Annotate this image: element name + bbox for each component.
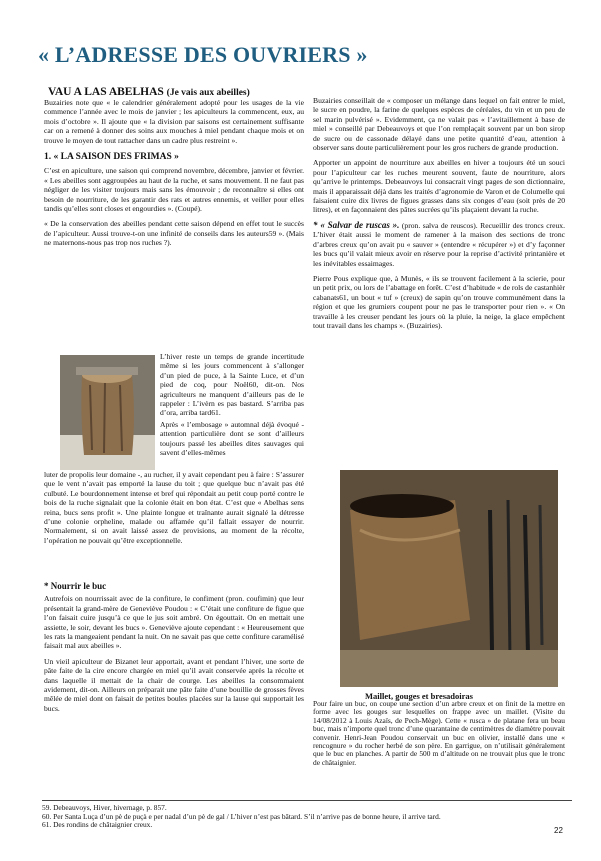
hollow-log-hive-photo xyxy=(60,355,155,470)
footnote-61: 61. Des rondins de châtaignier creux. xyxy=(42,820,153,830)
right-column xyxy=(313,96,565,336)
heading-nourrir-buc: * Nourrir le buc xyxy=(44,581,107,591)
left-column xyxy=(44,98,304,254)
page-number: 22 xyxy=(554,826,563,835)
footnote-59: 59. Debeauvoys, Hiver, hivernage, p. 857. xyxy=(42,803,167,812)
nourrir-section xyxy=(44,582,304,713)
ruscas-text: (pron. salva de reuscos). Recueillir des troncs creux. L’hiver était aussi le moment de ramener à la maison des sections de tronc d’arbres creux qu’on avait pu « sauver » (entendre « récupérer ») et d’y façonner les bucs qu’il valait mieux avoir en réserve pour la reprise d’activité printanière et les inévitables essaimages. xyxy=(313,220,565,268)
nourrir-paragraph-2: Un vieil apiculteur de Bizanet leur apportait, avant et pendant l’hiver, une sorte de pâte faite de la cire encore chargée en miel qu’il avait conservée après la récolte et dans laquelle il mettait de la chair de courge. Les abeilles la consommaient avidement, dit-on. Ailleurs on préparait une pâte faite d’une bouillie de grosses fèves mêlée de miel dont on faisait de petites boules placées sur la lause qui supportait les bucs. xyxy=(44,656,304,713)
footnotes xyxy=(42,800,572,830)
frimas-paragraph-2: « De la conservation des abeilles pendant cette saison dépend en effet tout le succès de l’apiculteur. Aussi trouve-t-on une infinité de conseils dans les auteurs59 ». (Mais ne maternons-nous pas trop nos ruches ?). xyxy=(44,219,304,248)
right-paragraph-4: Pierre Pous explique que, à Munès, « ils se trouvent facilement à la scierie, pour un petit prix, ou lors de l’abattage en forêt. C’est d’habitude « de rols de castanhièr cabanats61, un bout « tuf » (creux) de sapin qu’on trouve communément dans la région et que les grumiers coupent pour ne pas le transporter pour rien ». « On travaille à les creuser pendant les jours où la pluie, la neige, la glace empêchent tout travail dans les champs ». (Buzairies). xyxy=(313,273,565,330)
embosage-text: Après « l’embosage » automnal déjà évoqué - attention particulière dont se sont d’ailleurs toujours passé les abeilles dites sauvages qui savent d’elles-mêmes xyxy=(160,420,304,458)
frimas-paragraph-1: C’est en apiculture, une saison qui comprend novembre, décembre, janvier et février. « Les abeilles sont aggroupées au haut de la ruche, et sans mouvement. Il ne faut pas négliger de les visiter toujours mais sans les émouvoir ; de reconnaître si elles ont besoin de nourriture, de les garantir des rats et autres ennemis, et veiller pour elles tandis qu’elles sont closes et engourdies ». (Coupé). xyxy=(44,166,304,214)
subtitle-main: VAU A LAS ABELHAS xyxy=(48,86,164,98)
ruscas-paragraph xyxy=(313,221,565,268)
heading-salvar-ruscas: * « Salvar de ruscas ». xyxy=(313,219,400,230)
photo-caption: Pour faire un buc, on coupe une section d’un arbre creux et on finit de la mettre en forme avec les gouges sur lesquelles on frappe avec un maillet. (Visite du 14/08/2012 à Louis Azaïs, de Pech-Mège). Cette « rusca » de platane fera un beau buc, mais n’importe quel tronc d’une quarantaine de centimètres de diamètre pouvait convenir. Henri-Jean Poudou conservait un buc en olivier, installé dans une « rencognure » du rocher herbé de son père. En garrigue, on n’utilisait généralement que le buc en planches. A partir de 500 m d’altitude on ne trouvait plus que le tronc de châtaignier. xyxy=(313,699,565,767)
page-title: « L’ADRESSE DES OUVRIERS » xyxy=(38,42,368,67)
subtitle-translation: (Je vais aux abeilles) xyxy=(166,88,250,98)
right-paragraph-2: Apporter un appoint de nourriture aux abeilles en hiver a toujours été un souci pour l’apiculteur car les ruches meurent souvent, faute de nourriture, alors qu’arrive le printemps. Debeauvoys lui consacrait vingt pages de son dictionnaire, mais il apparaissait déjà dans les traités d’agronomie de Varon et de Columelle qui faisaient cuire dix livres de figues grasses dans six conges d’eau (soit près de 20 litres), et en façonnaient des pâtes sucrées qu’ils plaçaient devant la ruche. xyxy=(313,158,565,215)
section-subtitle xyxy=(48,86,250,98)
nourrir-paragraph-1: Autrefois on nourrissait avec de la confiture, le confiment (pron. coufimin) que leur présentait la grand-mère de Geneviève Poudou : « C’était une confiture de figue que l’on faisait cuire jusqu’à ce que le jus soit ambré. On égouttait. On en mettait une assiette, le soir, devant les bucs ». Geneviève ajoute cependant : « Heureusement que les rats la mangeaient pendant la nuit. On ne savait pas que cette confiture caramélisé faisait mal aux abeilles ». xyxy=(44,594,304,651)
intro-paragraph: Buzairies note que « le calendrier généralement adopté pour les usages de la vie commence l’année avec le mois de janvier ; les apiculteurs la commencent, eux, au mois d’octobre ». Il ajoute que « la division par saisons est certainement suffisante car on a remené à donner des soins aux mouches à miel pendant chaque mois et on trouve le moyen de tout rattacher dans un cadre plus restreint ». xyxy=(44,98,304,145)
beside-photo-text: L’hiver reste un temps de grande incertitude même si les jours commencent à s’allonger d’un pied de puce, à la Sainte Luce, et d’un pied de coq, pour Noël60, dit-on. Nos agriculteurs ne manquent d’ailleurs pas de le rappeler : L’ivèrn es pas bastard. S’arriba pas d’ora, arriba tard61. xyxy=(160,352,304,418)
embosage-continued: luter de propolis leur domaine -, au rucher, il y avait cependant peu à faire : S’assurer que le vent n’avait pas emporté la lause du toit ; que quelque buc n’avait pas été culbuté. Le bourdonnement intense et bref qui répondait au petit coup porté contre le bois de la ruche signalait que la colonie était en bon état. C’est que « Abelhas sens reina, bucs sens profit ». Une plainte longue et traînante aurait signalé la détresse d’une colonie orpheline, malade ou affamée qu’il fallait essayer de nourrir. Normalement, si on avait laissé assez de provisions, au moment de la récolte, l’opération ne pouvait qu’être exceptionnelle. xyxy=(44,470,304,545)
heading-saison-frimas: 1. « LA SAISON DES FRIMAS » xyxy=(44,152,179,163)
footnote-60: 60. Per Santa Luça d’un pè de puçà e per nadal d’un pè de gal / L’hiver n’est pas bâtard. S’il n’arrive pas de bonne heure, il arrive tard. xyxy=(42,811,441,821)
right-paragraph-1: Buzairies conseillait de « composer un mélange dans lequel on fait entrer le miel, le sucre en poudre, la farine de quelques espèces de céréales, du vin et un peu de sel marin pulvérisé ». Evidemment, ça ne valait pas « l’avitaillement à base de miel » conseillé par Debeauvoys et que l’on remplaçait souvent par un bon sirop de sucre ou de cassonade délayé dans une petite quantité d’eau, attention à observer sans doute particulièrement pour les gros ruchers de grande production. xyxy=(313,96,565,153)
tools-and-log-photo xyxy=(340,470,558,687)
photo-caption-title: Maillet, gouges et bresadoiras xyxy=(365,691,473,701)
